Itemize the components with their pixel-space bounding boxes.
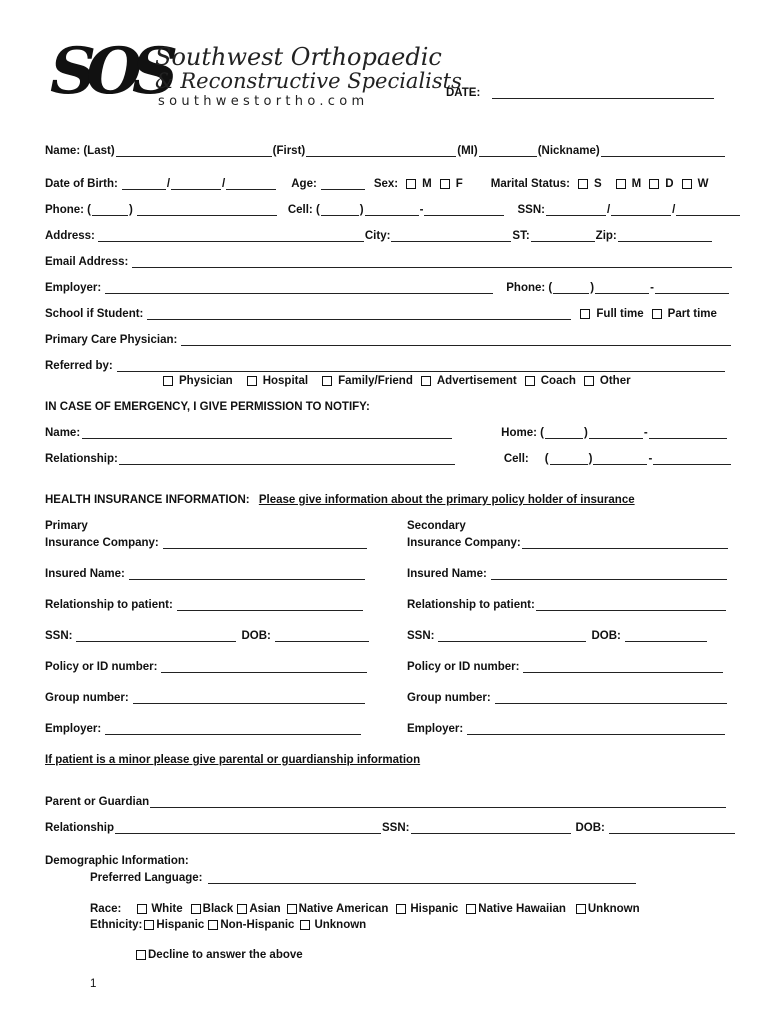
race-hispanic-checkbox[interactable] (396, 904, 406, 914)
phone-close: ) (129, 204, 133, 216)
language-row (90, 871, 637, 884)
decline-row (136, 949, 303, 961)
race-native-american-label: Native American (298, 903, 389, 915)
state-label: ST: (512, 230, 530, 242)
race-native-hawaiian-checkbox[interactable] (466, 904, 476, 914)
cell-area-field[interactable] (321, 203, 359, 216)
minor-dob-field[interactable] (609, 821, 735, 834)
referred-advertisement-checkbox[interactable] (421, 376, 431, 386)
phone-number-field[interactable] (137, 203, 277, 216)
referred-family-label: Family/Friend (338, 375, 413, 387)
referred-row (45, 359, 726, 372)
name-nickname-label: (Nickname) (537, 145, 600, 157)
marital-s-checkbox[interactable] (578, 179, 588, 189)
name-nickname-field[interactable] (601, 144, 725, 157)
cell-dash: - (419, 204, 424, 216)
ssn-part2-field[interactable] (611, 203, 671, 216)
secondary-policy-label: Policy or ID number: (407, 661, 520, 673)
logo-mark: SOS (50, 34, 169, 109)
secondary-relationship-label: Relationship to patient: (407, 599, 535, 611)
marital-w-label: W (697, 178, 709, 190)
race-unknown-checkbox[interactable] (576, 904, 586, 914)
emergency-cell-area-field[interactable] (550, 452, 588, 465)
minor-relationship-label: Relationship (45, 822, 115, 834)
ethnicity-unknown-checkbox[interactable] (300, 920, 310, 930)
minor-ssn-field[interactable] (411, 821, 571, 834)
primary-ssn-row (45, 629, 370, 642)
referred-advertisement-label: Advertisement (436, 375, 517, 387)
date-row (446, 86, 715, 99)
date-field[interactable] (492, 86, 714, 99)
dob-year-field[interactable] (226, 177, 276, 190)
date-label: DATE: (446, 87, 481, 99)
emergency-name-field[interactable] (82, 426, 452, 439)
employer-row (45, 281, 730, 294)
sex-label: Sex: (373, 178, 399, 190)
age-label: Age: (291, 178, 317, 190)
name-first-field[interactable] (306, 144, 456, 157)
primary-company-label: Insurance Company: (45, 537, 159, 549)
parent-row (45, 795, 727, 808)
state-field[interactable] (531, 229, 595, 242)
dob-label: Date of Birth: (45, 178, 118, 190)
referred-other-label: Other (599, 375, 631, 387)
race-native-hawaiian-label: Native Hawaiian (478, 903, 566, 915)
emergency-name-label: Name: (45, 427, 81, 439)
marital-m-checkbox[interactable] (616, 179, 626, 189)
primary-employer-label: Employer: (45, 723, 102, 735)
emergency-cell-dash: - (648, 453, 653, 465)
secondary-group-field[interactable] (495, 691, 727, 704)
marital-w-checkbox[interactable] (682, 179, 692, 189)
full-time-checkbox[interactable] (580, 309, 590, 319)
emergency-home-dash: - (643, 427, 648, 439)
pcp-label: Primary Care Physician: (45, 334, 178, 346)
name-row (45, 144, 726, 157)
employer-phone-line-field[interactable] (655, 281, 729, 294)
name-first-label: (First) (272, 145, 306, 157)
primary-ssn-label: SSN: (45, 630, 73, 642)
referred-options (155, 375, 631, 387)
primary-insured-label: Insured Name: (45, 568, 125, 580)
marital-m-label: M (631, 178, 642, 190)
emergency-home-close: ) (583, 427, 588, 439)
primary-policy-field[interactable] (161, 660, 367, 673)
name-last-label: Name: (Last) (45, 145, 115, 157)
employer-phone-area-field[interactable] (553, 281, 589, 294)
employer-label: Employer: (45, 282, 102, 294)
emergency-home-label: Home: ( (501, 427, 544, 439)
address-field[interactable] (98, 229, 364, 242)
primary-employer-row (45, 722, 362, 735)
dob-month-field[interactable] (122, 177, 166, 190)
phone-row (45, 203, 741, 216)
referred-hospital-label: Hospital (262, 375, 309, 387)
sex-m-label: M (422, 178, 432, 190)
primary-company-row (45, 536, 368, 549)
secondary-insured-row (407, 567, 728, 580)
referred-other-checkbox[interactable] (584, 376, 594, 386)
ethnicity-unknown-label: Unknown (314, 919, 367, 931)
language-label: Preferred Language: (90, 872, 203, 884)
emergency-home-prefix-field[interactable] (589, 426, 643, 439)
age-field[interactable] (321, 177, 365, 190)
parent-label: Parent or Guardian (45, 796, 150, 808)
primary-relationship-row (45, 598, 364, 611)
secondary-employer-row (407, 722, 726, 735)
referred-hospital-checkbox[interactable] (247, 376, 257, 386)
zip-label: Zip: (595, 230, 617, 242)
secondary-group-label: Group number: (407, 692, 491, 704)
name-mi-label: (MI) (457, 145, 478, 157)
email-field[interactable] (132, 255, 732, 268)
race-unknown-label: Unknown (587, 903, 640, 915)
race-native-american-checkbox[interactable] (287, 904, 297, 914)
primary-relationship-field[interactable] (177, 598, 363, 611)
decline-checkbox[interactable] (136, 950, 146, 960)
name-mi-field[interactable] (479, 144, 537, 157)
secondary-label: Secondary (407, 520, 466, 532)
race-white-checkbox[interactable] (137, 904, 147, 914)
name-last-field[interactable] (116, 144, 272, 157)
primary-insured-field[interactable] (129, 567, 365, 580)
secondary-group-row (407, 691, 728, 704)
insurance-heading: HEALTH INSURANCE INFORMATION: (45, 494, 250, 506)
race-black-checkbox[interactable] (191, 904, 201, 914)
insurance-heading-row (45, 494, 635, 506)
referred-physician-label: Physician (179, 375, 233, 387)
secondary-policy-row (407, 660, 724, 673)
secondary-ssn-label: SSN: (407, 630, 435, 642)
secondary-company-row (407, 536, 729, 549)
secondary-insured-label: Insured Name: (407, 568, 487, 580)
emergency-relationship-field[interactable] (119, 452, 455, 465)
primary-company-field[interactable] (163, 536, 367, 549)
emergency-name-row (45, 426, 728, 439)
email-row (45, 255, 733, 268)
referred-field[interactable] (117, 359, 725, 372)
zip-field[interactable] (618, 229, 712, 242)
city-field[interactable] (391, 229, 511, 242)
dob-sep: / (222, 178, 226, 190)
secondary-relationship-field[interactable] (536, 598, 726, 611)
race-asian-label: Asian (249, 903, 281, 915)
race-hispanic-label: Hispanic (410, 903, 459, 915)
marital-label: Marital Status: (490, 178, 570, 190)
race-white-label: White (151, 903, 183, 915)
secondary-dob-label: DOB: (591, 630, 621, 642)
primary-dob-label: DOB: (241, 630, 271, 642)
cell-close: ) (359, 204, 364, 216)
address-row (45, 229, 713, 242)
employer-field[interactable] (105, 281, 493, 294)
emergency-cell-line-field[interactable] (653, 452, 731, 465)
referred-label: Referred by: (45, 360, 113, 372)
employer-phone-label: Phone: ( (506, 282, 553, 294)
ethnicity-hispanic-label: Hispanic (156, 919, 205, 931)
referred-coach-label: Coach (540, 375, 576, 387)
emergency-cell-label: Cell: (503, 453, 529, 465)
pcp-field[interactable] (181, 333, 731, 346)
primary-insured-row (45, 567, 366, 580)
race-row (90, 903, 640, 915)
insurance-subheading: Please give information about the primary policy holder of insurance (258, 494, 635, 506)
full-time-label: Full time (596, 308, 644, 320)
marital-s-label: S (593, 178, 602, 190)
dob-row (45, 177, 708, 190)
referred-coach-checkbox[interactable] (525, 376, 535, 386)
logo-name-line2: & Reconstructive Specialists (155, 69, 462, 93)
primary-group-field[interactable] (133, 691, 365, 704)
cell-line-field[interactable] (424, 203, 504, 216)
logo-name-line1: Southwest Orthopaedic (155, 43, 442, 71)
emergency-cell-prefix-field[interactable] (593, 452, 647, 465)
school-field[interactable] (147, 307, 571, 320)
phone-area-field[interactable] (92, 203, 128, 216)
secondary-dob-field[interactable] (625, 629, 707, 642)
marital-d-checkbox[interactable] (649, 179, 659, 189)
decline-label: Decline to answer the above (148, 949, 303, 961)
secondary-employer-label: Employer: (407, 723, 464, 735)
part-time-label: Part time (667, 308, 717, 320)
primary-group-row (45, 691, 366, 704)
demographic-heading: Demographic Information: (45, 855, 189, 867)
primary-ssn-field[interactable] (76, 629, 236, 642)
part-time-checkbox[interactable] (652, 309, 662, 319)
minor-dob-label: DOB: (575, 822, 605, 834)
ssn-part3-field[interactable] (676, 203, 740, 216)
race-label: Race: (90, 903, 122, 915)
primary-relationship-label: Relationship to patient: (45, 599, 173, 611)
secondary-relationship-row (407, 598, 727, 611)
emergency-home-area-field[interactable] (545, 426, 583, 439)
minor-relationship-row (45, 821, 736, 834)
city-label: City: (364, 230, 391, 242)
secondary-ssn-field[interactable] (438, 629, 586, 642)
phone-label: Phone: ( (45, 204, 91, 216)
employer-phone-dash: - (650, 282, 654, 294)
marital-d-label: D (665, 178, 674, 190)
address-label: Address: (45, 230, 95, 242)
secondary-insured-field[interactable] (491, 567, 727, 580)
ethnicity-row (90, 919, 366, 931)
cell-label: Cell: ( (287, 204, 320, 216)
secondary-company-field[interactable] (522, 536, 728, 549)
school-row (45, 307, 717, 320)
language-field[interactable] (208, 871, 636, 884)
employer-phone-prefix-field[interactable] (595, 281, 649, 294)
emergency-relationship-label: Relationship: (45, 453, 118, 465)
sex-f-checkbox[interactable] (440, 179, 450, 189)
secondary-company-label: Insurance Company: (407, 537, 521, 549)
ethnicity-non-hispanic-checkbox[interactable] (208, 920, 218, 930)
emergency-home-line-field[interactable] (649, 426, 727, 439)
primary-employer-field[interactable] (105, 722, 361, 735)
page-number: 1 (90, 978, 97, 990)
minor-ssn-label: SSN: (382, 822, 410, 834)
cell-prefix-field[interactable] (365, 203, 419, 216)
ethnicity-hispanic-checkbox[interactable] (144, 920, 154, 930)
ssn-label: SSN: (517, 204, 545, 216)
logo-url: southwestortho.com (158, 94, 369, 109)
emergency-cell-open: ( (544, 453, 549, 465)
employer-phone-close: ) (590, 282, 595, 294)
parent-field[interactable] (150, 795, 726, 808)
emergency-relationship-row (45, 452, 732, 465)
primary-policy-row (45, 660, 368, 673)
email-label: Email Address: (45, 256, 129, 268)
ssn-sep: / (672, 204, 676, 216)
primary-dob-field[interactable] (275, 629, 369, 642)
referred-family-checkbox[interactable] (322, 376, 332, 386)
dob-sep: / (166, 178, 171, 190)
minor-relationship-field[interactable] (115, 821, 381, 834)
emergency-heading: IN CASE OF EMERGENCY, I GIVE PERMISSION TO NOTIFY: (45, 401, 370, 413)
referred-physician-checkbox[interactable] (163, 376, 173, 386)
ethnicity-non-hispanic-label: Non-Hispanic (220, 919, 295, 931)
dob-day-field[interactable] (171, 177, 221, 190)
ssn-sep: / (606, 204, 611, 216)
secondary-ssn-row (407, 629, 708, 642)
primary-policy-label: Policy or ID number: (45, 661, 158, 673)
ethnicity-label: Ethnicity: (90, 919, 143, 931)
primary-group-label: Group number: (45, 692, 129, 704)
sex-f-label: F (455, 178, 463, 190)
secondary-employer-field[interactable] (467, 722, 725, 735)
secondary-policy-field[interactable] (523, 660, 723, 673)
emergency-cell-close: ) (588, 453, 593, 465)
race-black-label: Black (202, 903, 234, 915)
ssn-part1-field[interactable] (546, 203, 606, 216)
pcp-row (45, 333, 732, 346)
sex-m-checkbox[interactable] (406, 179, 416, 189)
race-asian-checkbox[interactable] (237, 904, 247, 914)
school-label: School if Student: (45, 308, 144, 320)
primary-label: Primary (45, 520, 88, 532)
minor-heading: If patient is a minor please give parental or guardianship information (45, 754, 421, 766)
